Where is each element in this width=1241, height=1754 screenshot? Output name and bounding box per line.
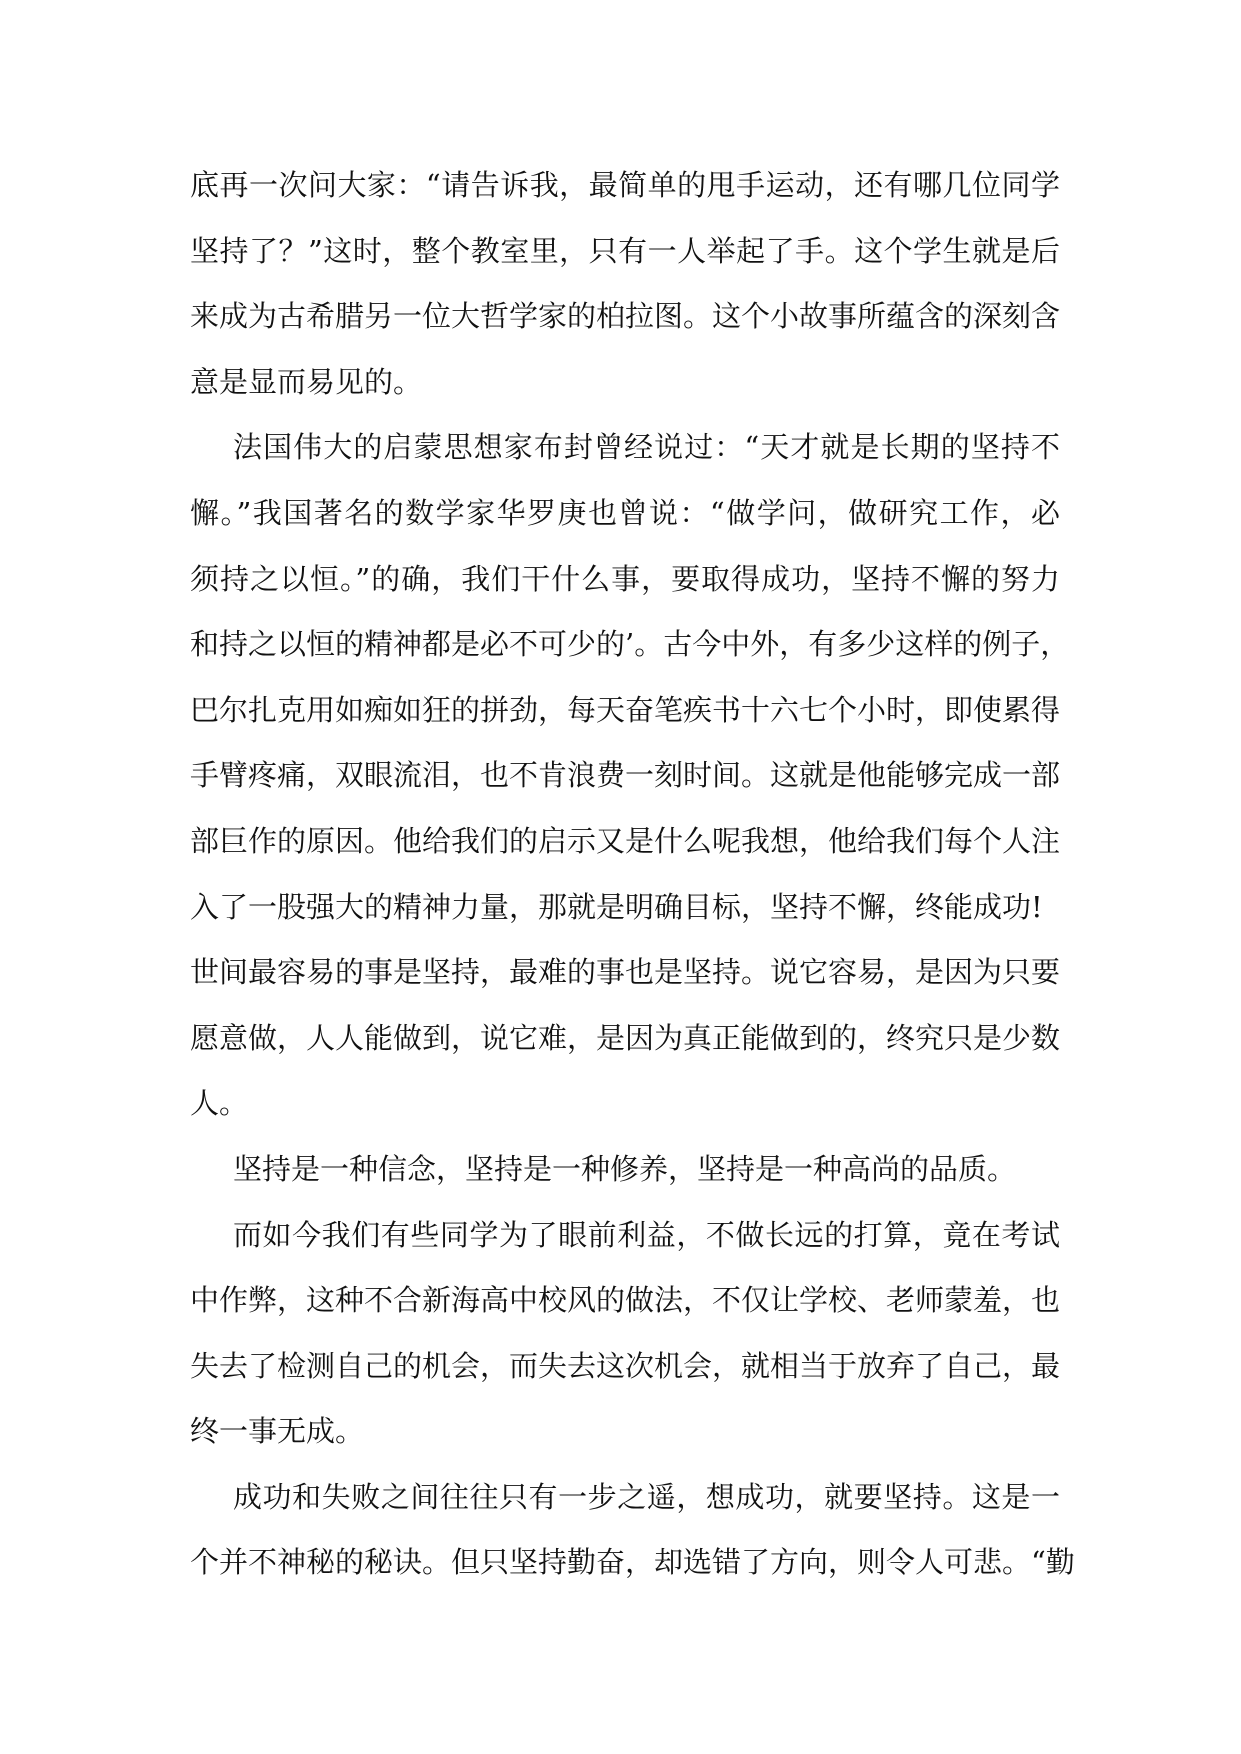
- text-line: 来成为古希腊另一位大哲学家的柏拉图。这个小故事所蕴含的深刻含: [190, 299, 1061, 334]
- text-line: 意是显而易见的。: [190, 364, 423, 399]
- text-line: 失去了检测自己的机会，而失去这次机会，就相当于放弃了自己，最: [190, 1348, 1061, 1383]
- text-line: 中作弊，这种不合新海高中校风的做法，不仅让学校、老师蒙羞，也: [190, 1283, 1061, 1318]
- text-line: 和持之以恒的精神都是必不可少的’。古今中外，有多少这样的例子，: [190, 627, 1070, 662]
- text-line: 成功和失败之间往往只有一步之遥，想成功，就要坚持。这是一: [233, 1479, 1060, 1514]
- document-body: [190, 153, 1075, 1596]
- text-line: 巴尔扎克用如痴如狂的拼劲，每天奋笔疾书十六七个小时，即使累得: [190, 692, 1061, 727]
- text-line: 法国伟大的启蒙思想家布封曾经说过：“天才就是长期的坚持不: [233, 430, 1060, 465]
- text-line: 个并不神秘的秘诀。但只坚持勤奋，却选错了方向，则令人可悲。“勤: [190, 1545, 1075, 1580]
- text-line: 坚持了？”这时，整个教室里，只有一人举起了手。这个学生就是后: [190, 233, 1060, 268]
- text-line: 世间最容易的事是坚持，最难的事也是坚持。说它容易，是因为只要: [190, 955, 1061, 990]
- text-line: 人。: [190, 1086, 249, 1121]
- text-line: 坚持是一种信念，坚持是一种修养，坚持是一种高尚的品质。: [233, 1151, 1017, 1186]
- text-line: 入了一股强大的精神力量，那就是明确目标，坚持不懈，终能成功!: [190, 889, 1043, 924]
- text-line: 终一事无成。: [190, 1414, 365, 1449]
- text-line: 懈。”我国著名的数学家华罗庚也曾说：“做学问，做研究工作，必: [190, 495, 1060, 530]
- text-line: 而如今我们有些同学为了眼前利益，不做长远的打算，竟在考试: [233, 1217, 1060, 1252]
- text-line: 愿意做，人人能做到，说它难，是因为真正能做到的，终究只是少数: [190, 1020, 1061, 1055]
- text-line: 须持之以恒。”的确，我们干什么事，要取得成功，坚持不懈的努力: [190, 561, 1060, 596]
- text-line: 部巨作的原因。他给我们的启示又是什么呢我想，他给我们每个人注: [190, 823, 1061, 858]
- text-line: 底再一次问大家：“请告诉我，最简单的甩手运动，还有哪几位同学: [190, 168, 1060, 202]
- text-line: 手臂疼痛，双眼流泪，也不肯浪费一刻时间。这就是他能够完成一部: [190, 758, 1061, 793]
